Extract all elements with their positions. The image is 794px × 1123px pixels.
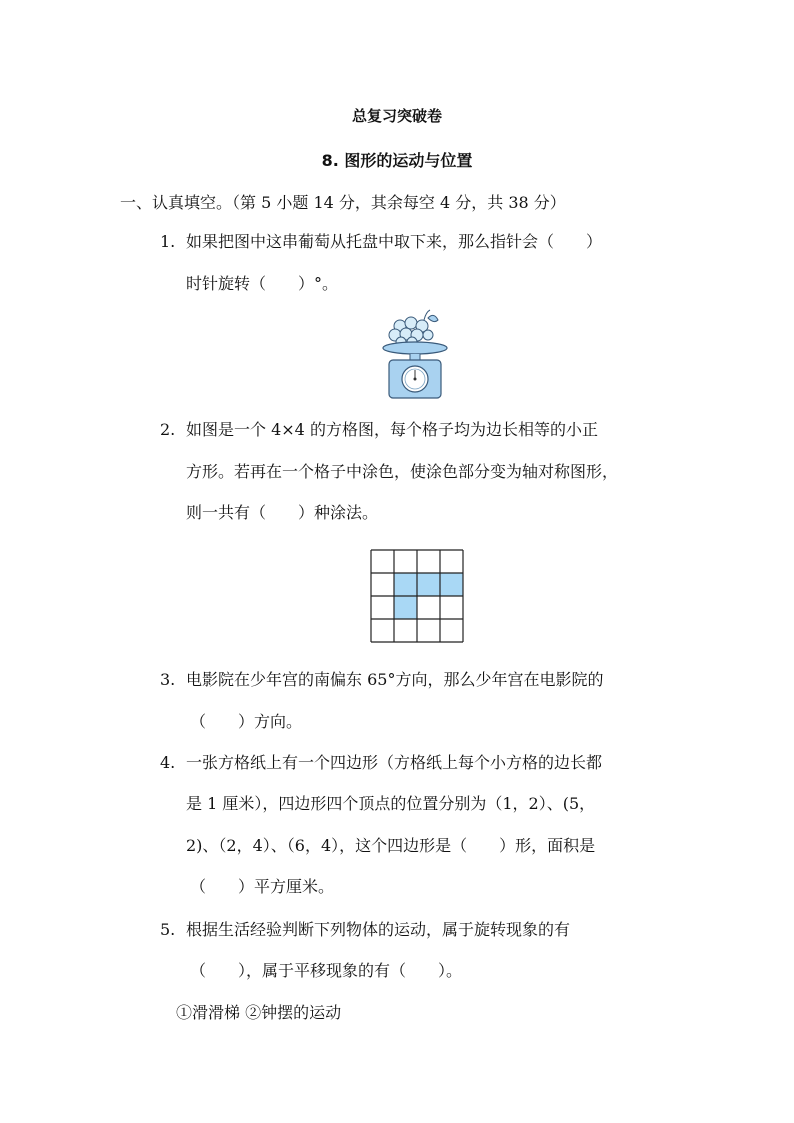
- question-text-line: 是 1 厘米），四边形四个顶点的位置分别为（1，2）、(5，: [186, 794, 596, 813]
- question-options: ①滑滑梯 ②钟摆的运动: [176, 1003, 342, 1022]
- scale-illustration: [380, 308, 450, 400]
- question-number: 2.: [160, 420, 176, 439]
- page-title: 总复习突破卷: [351, 107, 442, 125]
- grid-cell: [440, 596, 463, 619]
- grid-cell: [371, 550, 394, 573]
- question-text-line: 方形。若再在一个格子中涂色，使涂色部分变为轴对称图形，: [186, 462, 619, 481]
- question-number: 4.: [160, 753, 176, 772]
- grid-cell: [371, 573, 394, 596]
- grid-cell: [394, 619, 417, 642]
- question-number: 3.: [160, 670, 176, 689]
- grid-cell-shaded: [440, 573, 463, 596]
- page-subtitle: 8. 图形的运动与位置: [321, 151, 473, 170]
- grid-cell: [417, 619, 440, 642]
- grid-cell: [440, 619, 463, 642]
- question-text-line: 电影院在少年宫的南偏东 65°方向，那么少年宫在电影院的: [186, 670, 604, 689]
- grid-cell: [371, 619, 394, 642]
- grid-cell-shaded: [394, 596, 417, 619]
- question-text-line: （ ），属于平移现象的有（ ）。: [190, 961, 463, 980]
- grid-cell: [417, 550, 440, 573]
- grid-cell: [371, 596, 394, 619]
- grid-cell-shaded: [394, 573, 417, 596]
- question-text-line: （ ）平方厘米。: [190, 877, 335, 896]
- question-text-line: 如图是一个 4×4 的方格图，每个格子均为边长相等的小正: [186, 420, 598, 439]
- question-text-line: 2)、（2，4）、（6，4），这个四边形是（ ）形，面积是: [186, 836, 596, 855]
- grid-4x4: [370, 549, 464, 643]
- section-heading: 一、认真填空。（第 5 小题 14 分，其余每空 4 分，共 38 分）: [120, 193, 566, 212]
- grid-cell: [440, 550, 463, 573]
- question-text-line: 则一共有（ ）种涂法。: [186, 503, 379, 522]
- grid-cell-shaded: [417, 573, 440, 596]
- question-number: 5.: [160, 920, 176, 939]
- question-text-line: 一张方格纸上有一个四边形（方格纸上每个小方格的边长都: [186, 753, 603, 772]
- question-text-line: 如果把图中这串葡萄从托盘中取下来，那么指针会（ ）: [186, 232, 603, 251]
- question-number: 1.: [160, 232, 176, 251]
- question-text-line: （ ）方向。: [190, 712, 303, 731]
- question-text-line: 时针旋转（ ）°。: [186, 274, 339, 293]
- question-text-line: 根据生活经验判断下列物体的运动，属于旋转现象的有: [186, 920, 571, 939]
- grid-cell: [394, 550, 417, 573]
- grid-cell: [417, 596, 440, 619]
